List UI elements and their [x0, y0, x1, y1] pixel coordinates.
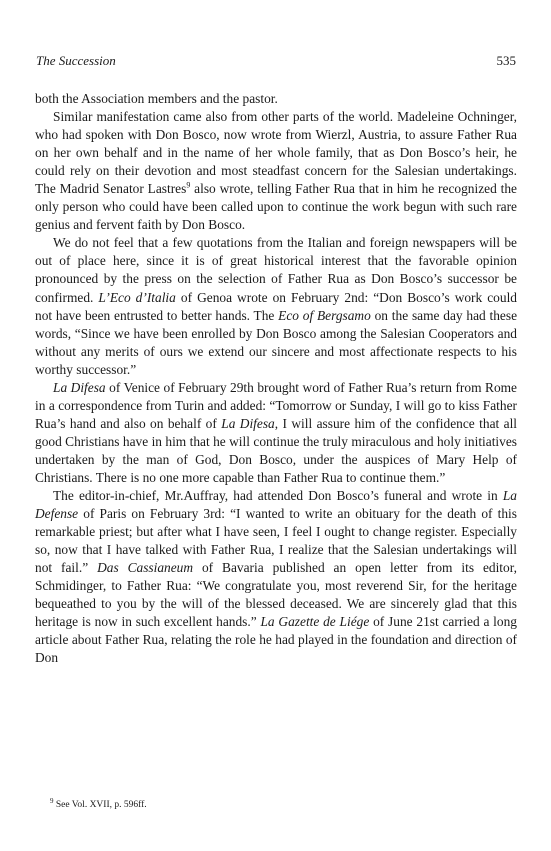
newspaper-title-eco-italia: L’Eco d’Italia	[98, 289, 176, 305]
newspaper-title-das-cassianeum: Das Cassianeum	[97, 560, 194, 576]
paragraph-4	[35, 379, 517, 487]
paragraph-1	[35, 90, 517, 108]
newspaper-title-eco-bergsamo: Eco of Bergsamo	[278, 307, 371, 323]
footnote	[50, 796, 510, 810]
running-title: The Succession	[36, 53, 116, 68]
paragraph-2	[35, 108, 517, 234]
paragraph-4-text-b: , I will assure him of the confidence that all good Christians have in him that he will continue the truly miraculous and holy initiatives undertaken by the man of God, Don Bosco, under the auspices of Mary Help of Christians. There is no one more capable than Father Rua to continue them.”	[35, 415, 518, 485]
paragraph-2-text-a: Similar manifestation came also from other parts of the world. Madeleine Ochninger, who had spoken with Don Bosco, now wrote from Wierzl, Austria, to assure Father Rua on her own behalf and in the name of her whole family, that as Don Bosco’s heir, he could rely on their devotion and most steadfast concern for the Salesian undertakings. The Madrid Senator Lastres	[35, 109, 517, 197]
paragraph-5-text-d: of June 21st carried a long article about Father Rua, relating the role he had played in the foundation and direction of Don	[35, 614, 517, 666]
newspaper-title-la-difesa: La Difesa	[53, 379, 106, 395]
paragraph-5	[35, 487, 517, 667]
paragraph-5-text-a: The editor-in-chief, Mr.Auffray, had attended Don Bosco’s funeral and wrote in	[53, 488, 503, 504]
newspaper-title-la-difesa-2: La Difesa	[221, 415, 275, 431]
paragraph-5-text-b: of Paris on February 3rd: “I wanted to write an obituary for the death of this remarkable priest; but after what I have seen, I feel I ought to change register. Especially so, now that I have talked with Father Rua, I realize that the Salesian undertakings will not fail.”	[35, 506, 517, 576]
footnote-marker: 9	[50, 796, 54, 805]
footnote-text: See Vol. XVII, p. 596ff.	[53, 800, 147, 810]
paragraph-1-text: both the Association members and the pastor.	[35, 91, 278, 106]
paragraph-3-text-b: of Genoa wrote on February 2nd: “Don Bosco’s work could not have been entrusted to better hands. The	[35, 289, 517, 323]
paragraph-3-text-a: We do not feel that a few quotations from the Italian and foreign newspapers will be out of place here, since it is of great historical interest that the favorable opinion pronounced by the press on the selection of Father Rua as Don Bosco’s successor be confirmed.	[35, 235, 517, 305]
paragraph-2-text-b: also wrote, telling Father Rua that in him he recognized the only person who could have been called upon to continue the work begun with such rare genius and fervent faith by Don Bosco.	[35, 181, 517, 233]
footnote-ref-9[interactable]: 9	[186, 180, 191, 190]
paragraph-4-text-a: of Venice of February 29th brought word of Father Rua’s return from Rome in a correspondence from Turin and added: “Tomorrow or Sunday, I will go to kiss Father Rua’s hand and also on behalf of	[35, 379, 517, 431]
paragraph-3-text-c: on the same day had these words, “Since we have been enrolled by Don Bosco among the Salesian Cooperators and without any merits of ours we extend our sincere and most affectionate respects to his worthy successor.”	[35, 307, 518, 377]
body-text	[35, 90, 517, 668]
paragraph-5-text-c: of Bavaria published an open letter from its editor, Schmidinger, to Father Rua: “We congratulate you, most reverend Sir, for the heritage bequeathed to you by the will of the blessed deceased. We are sincerely glad that this heritage is now in such excellent hands.”	[35, 560, 517, 630]
page-header	[36, 53, 516, 71]
paragraph-3	[35, 234, 517, 378]
newspaper-title-gazette-de-liege: La Gazette de Liége	[260, 614, 370, 630]
page-number: 535	[496, 53, 516, 68]
newspaper-title-la-defense: La Defense	[35, 488, 517, 522]
